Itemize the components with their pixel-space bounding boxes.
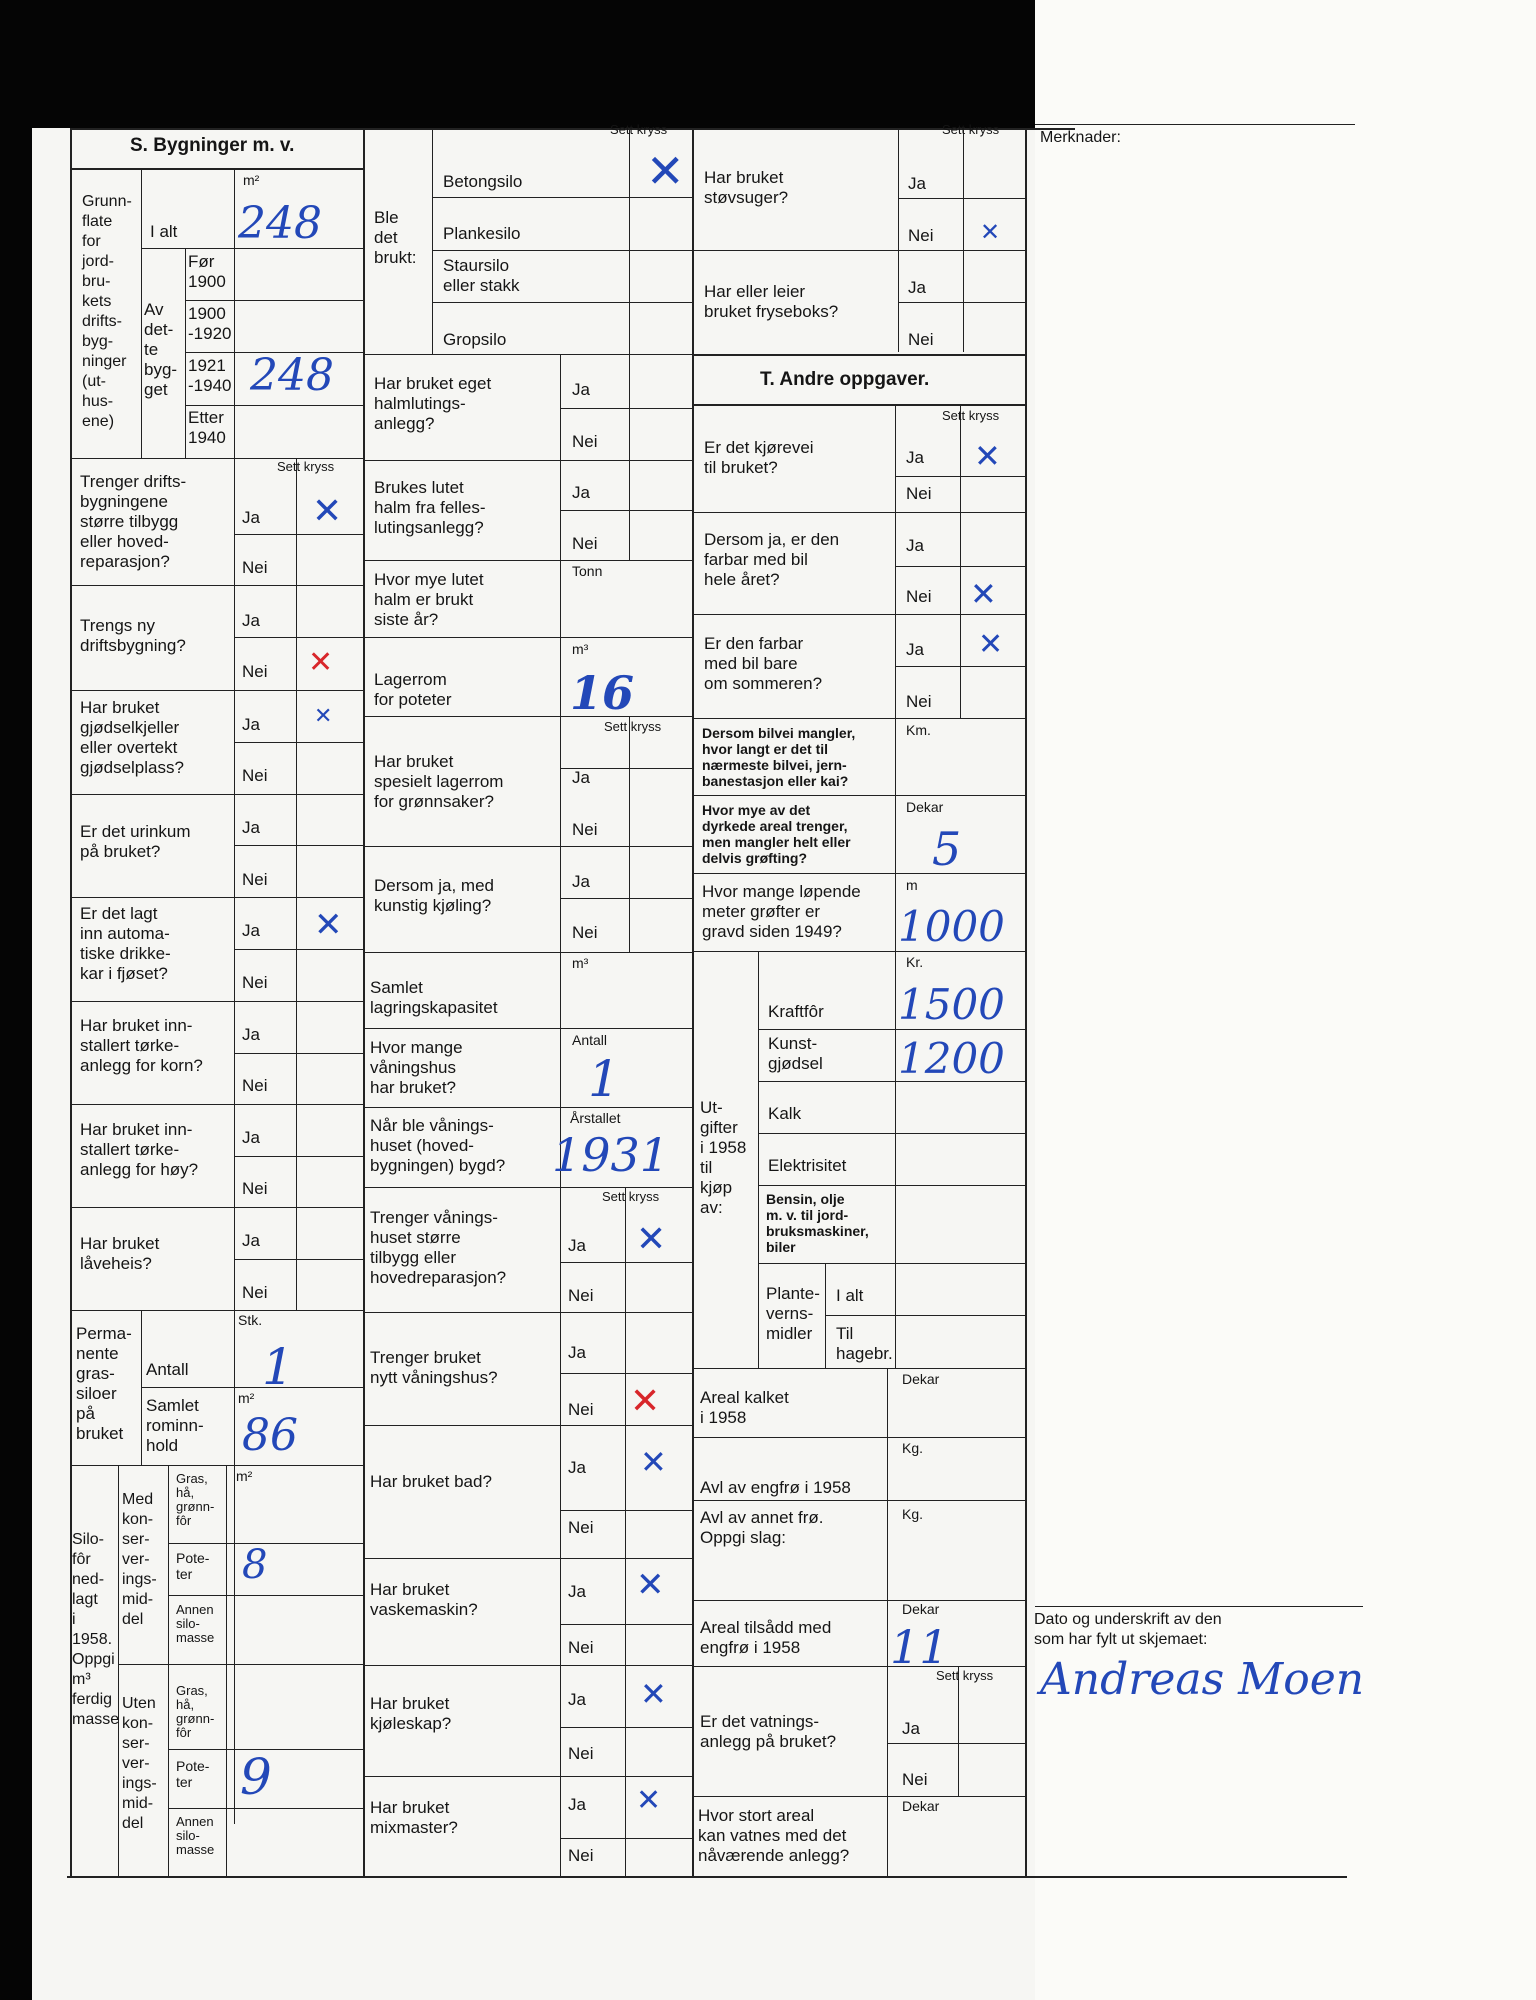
section-t-title: T. Andre oppgaver.: [760, 369, 930, 390]
col1-col2-divider: [363, 128, 365, 1876]
i-alt-value: 248: [238, 198, 322, 249]
ja-label: Ja: [572, 768, 590, 787]
tilsadd-value: 11: [890, 1620, 949, 1674]
check-mark-farbar-sommer-ja: ✕: [978, 627, 1004, 662]
check-mark-mixmaster-ja: ✕: [636, 1783, 662, 1818]
gras-label: Gras, hå, grønn- fôr: [176, 1683, 215, 1740]
nei-label: Nei: [242, 1179, 268, 1198]
ja-label: Ja: [242, 715, 260, 734]
q-bilvei-mangler: Dersom bilvei mangler, hvor langt er det til nærmeste bilvei, jern- banestasjon eller kai?: [702, 725, 856, 789]
q-kjorevei: Er det kjørevei til bruket?: [704, 438, 814, 477]
q-trenger-driftsbygninger: Trenger drifts- bygningene større tilbygg eller hoved- reparasjon?: [80, 472, 187, 571]
dekar-unit: Dekar: [902, 1371, 940, 1387]
col1-rule: [70, 1207, 363, 1208]
col3-rule: [692, 1368, 1025, 1369]
dekar-unit: Dekar: [902, 1798, 940, 1814]
q-avl-engfro: Avl av engfrø i 1958: [700, 1478, 851, 1497]
col2-rule: [432, 302, 692, 303]
samlet-rominnhold-label: Samlet rominn- hold: [146, 1396, 204, 1455]
col1-rule: [168, 1465, 169, 1876]
col1-rule: [234, 637, 363, 638]
section-s-title: S. Bygninger m. v.: [130, 135, 295, 156]
col3-rule: [963, 128, 964, 352]
ja-label: Ja: [906, 536, 924, 555]
poteter-med-value: 8: [242, 1542, 268, 1588]
ja-label: Ja: [568, 1582, 586, 1601]
poteter-uten-value: 9: [240, 1748, 272, 1806]
col3-rule: [895, 666, 1025, 667]
kraftfor-label: Kraftfôr: [768, 1002, 824, 1021]
merknader-rule: [1035, 124, 1355, 125]
q-drikkekar: Er det lagt inn automa- tiske drikke- kar i fjøset?: [80, 904, 171, 983]
unit-m2: m²: [243, 172, 260, 188]
ja-label: Ja: [242, 818, 260, 837]
dato-rule: [1035, 1606, 1363, 1607]
dekar-unit: Dekar: [902, 1601, 940, 1617]
q-mixmaster: Har bruket mixmaster?: [370, 1798, 458, 1837]
q-areal-kalket: Areal kalket i 1958: [700, 1388, 789, 1427]
col2-rule: [560, 1262, 692, 1263]
dekar-unit: Dekar: [906, 799, 944, 815]
q-urinkum: Er det urinkum på bruket?: [80, 822, 191, 861]
grofting-value: 5: [932, 822, 962, 876]
q-bad: Har bruket bad?: [370, 1472, 492, 1491]
check-mark-kjoleskap-ja: ✕: [640, 1675, 667, 1713]
col1-rule: [118, 1664, 363, 1665]
col1-rule: [141, 168, 142, 458]
antall-value: 1: [262, 1338, 294, 1396]
col2-rule: [625, 1187, 626, 1876]
col1-rule: [234, 1156, 363, 1157]
antall-label: Antall: [146, 1360, 189, 1379]
i-alt-label: I alt: [150, 222, 178, 241]
p1921-1940-label: 1921 -1940: [188, 356, 232, 395]
q-trengs-ny: Trengs ny driftsbygning?: [80, 616, 186, 655]
col1-rule: [185, 300, 363, 301]
col1-rule: [185, 405, 363, 406]
nei-label: Nei: [242, 662, 268, 681]
q-nytt-vaaningshus: Trenger bruket nytt våningshus?: [370, 1348, 498, 1387]
ja-label: Ja: [908, 174, 926, 193]
poteter-label: Pote- ter: [176, 1550, 210, 1582]
q-bygd: Når ble vånings- huset (hoved- bygningen) bygd?: [370, 1116, 506, 1175]
col1-rule: [234, 534, 363, 535]
ja-label: Ja: [906, 640, 924, 659]
col1-rule: [70, 1465, 363, 1466]
sett-kryss-label: Sett kryss: [610, 122, 668, 137]
col2-col3-divider: [692, 128, 694, 1876]
nei-label: Nei: [906, 484, 932, 503]
q-samlet-lagring: Samlet lagringskapasitet: [370, 978, 498, 1017]
nei-label: Nei: [242, 558, 268, 577]
elektrisitet-label: Elektrisitet: [768, 1156, 847, 1175]
betongsilo-label: Betongsilo: [443, 172, 523, 191]
m3-unit-silo: m²: [236, 1468, 253, 1484]
col2-rule: [629, 354, 630, 560]
col3-rule: [692, 1600, 1025, 1601]
nei-label: Nei: [572, 432, 598, 451]
col2-rule: [363, 1312, 692, 1313]
check-mark-vaskemaskin-ja: ✕: [636, 1565, 665, 1605]
ja-label: Ja: [572, 483, 590, 502]
q-vatnes: Hvor stort areal kan vatnes med det nåværende anlegg?: [698, 1806, 850, 1865]
nei-label: Nei: [242, 870, 268, 889]
col2-rule: [432, 128, 433, 354]
col1-rule: [70, 1001, 363, 1002]
col2-rule: [363, 846, 692, 847]
sett-kryss-label: Sett kryss: [942, 122, 1000, 137]
col2-rule: [363, 716, 692, 717]
km-unit: Km.: [906, 722, 931, 738]
q-lagerrom-poteter: Lagerrom for poteter: [374, 670, 452, 709]
check-mark-gjodsel-ja: ✕: [314, 704, 333, 729]
nei-label: Nei: [572, 534, 598, 553]
nei-label: Nei: [906, 692, 932, 711]
col1-rule: [70, 1104, 363, 1105]
ja-label: Ja: [568, 1236, 586, 1255]
col1-rule: [70, 897, 363, 898]
col3-rule: [692, 404, 1025, 406]
til-hagebr-label: Til hagebr.: [836, 1324, 893, 1363]
q-grofter: Hvor mange løpende meter grøfter er gravd siden 1949?: [702, 882, 861, 941]
col2-rule: [560, 354, 561, 1876]
col1-rule: [168, 1808, 363, 1809]
nei-label: Nei: [242, 766, 268, 785]
sett-kryss-label: Sett kryss: [604, 719, 662, 734]
nei-label: Nei: [906, 587, 932, 606]
sett-kryss-label: Sett kryss: [936, 1668, 994, 1683]
col3-rule: [758, 1133, 1025, 1134]
m3-unit: m²: [238, 1390, 255, 1406]
col1-rule: [168, 1595, 363, 1596]
q-lutet-halm: Brukes lutet halm fra felles- lutingsanlegg?: [374, 478, 486, 537]
nei-label: Nei: [242, 1283, 268, 1302]
col3-rule: [692, 873, 1025, 874]
check-mark-trengs-ny-nei: ✕: [308, 645, 334, 680]
col3-rule: [692, 718, 1025, 719]
col1-rule: [70, 794, 363, 795]
scan-border-left: [0, 0, 32, 2000]
gras-label: Gras, hå, grønn- fôr: [176, 1471, 215, 1528]
antall-unit: Antall: [572, 1032, 608, 1048]
q-torke-hoy: Har bruket inn- stallert tørke- anlegg for høy?: [80, 1120, 199, 1179]
col3-rule: [758, 951, 759, 1368]
nei-label: Nei: [572, 923, 598, 942]
col3-rule: [825, 1315, 1025, 1316]
col2-rule: [629, 128, 630, 354]
q-farbar-sommer: Er den farbar med bil bare om sommeren?: [704, 634, 823, 693]
col3-rule: [758, 1263, 1025, 1264]
lagerrom-value: 16: [570, 666, 635, 720]
grofter-value: 1000: [898, 902, 1005, 951]
form-top-rule: [70, 128, 1075, 130]
q-areal-tilsadd: Areal tilsådd med engfrø i 1958: [700, 1618, 832, 1657]
ja-label: Ja: [242, 921, 260, 940]
dato-underskrift-label: Dato og underskrift av den som har fylt ut skjemaet:: [1034, 1611, 1222, 1648]
ja-label: Ja: [906, 448, 924, 467]
utgifter-label: Ut- gifter i 1958 til kjøp av:: [700, 1098, 747, 1217]
col2-rule: [363, 1558, 692, 1559]
ja-label: Ja: [572, 380, 590, 399]
kalk-label: Kalk: [768, 1104, 802, 1123]
kg-unit: Kg.: [902, 1440, 924, 1456]
vaaningshus-value: 1: [588, 1050, 620, 1108]
col2-rule: [560, 1838, 692, 1839]
q-trenger-vaaningshus: Trenger vånings- huset større tilbygg eller hovedreparasjon?: [370, 1208, 507, 1287]
ja-label: Ja: [242, 508, 260, 527]
col2-rule: [363, 354, 692, 355]
col3-rule: [895, 476, 1025, 477]
scan-border-top: [0, 0, 1035, 128]
q-halmluting: Har bruket eget halmlutings- anlegg?: [374, 374, 492, 433]
q-vaskemaskin: Har bruket vaskemaskin?: [370, 1580, 478, 1619]
ja-label: Ja: [568, 1690, 586, 1709]
nei-label: Nei: [568, 1518, 594, 1537]
col3-rule: [692, 951, 1025, 952]
q-avl-annet: Avl av annet frø. Oppgi slag:: [700, 1508, 824, 1547]
col3-rule: [895, 404, 896, 718]
col3-rule: [692, 512, 1025, 513]
q-vaaningshus: Hvor mange våningshus har bruket?: [370, 1038, 463, 1097]
form-col3-right-rule: [1025, 128, 1027, 1876]
col1-rule: [185, 248, 186, 458]
col3-rule: [692, 1796, 1025, 1797]
kunstgjodsel-label: Kunst- gjødsel: [768, 1034, 823, 1073]
nei-label: Nei: [242, 973, 268, 992]
col2-rule: [363, 1776, 692, 1777]
ja-label: Ja: [572, 872, 590, 891]
permanente-grassiloer-label: Perma- nente gras- siloer på bruket: [76, 1324, 132, 1443]
stk-unit: Stk.: [238, 1312, 263, 1328]
ja-label: Ja: [902, 1719, 920, 1738]
ja-label: Ja: [242, 1231, 260, 1250]
q-hvor-mye-lutet: Hvor mye lutet halm er brukt siste år?: [374, 570, 484, 629]
ja-label: Ja: [908, 278, 926, 297]
col3-rule: [692, 614, 1025, 615]
nei-label: Nei: [908, 330, 934, 349]
col3-rule: [898, 302, 1025, 303]
rominnhold-value: 86: [242, 1410, 298, 1461]
tonn-unit: Tonn: [572, 563, 603, 579]
col3-rule: [960, 404, 961, 718]
nei-label: Nei: [902, 1770, 928, 1789]
check-mark-kjorevei-ja: ✕: [974, 437, 1001, 475]
sett-kryss-label: Sett kryss: [277, 459, 335, 474]
med-konservering-label: Med kon- ser- ver- ings- mid- del: [122, 1491, 157, 1628]
nei-label: Nei: [572, 820, 598, 839]
m3-unit: m³: [572, 641, 589, 657]
m-unit: m: [906, 877, 918, 893]
col2-rule: [629, 716, 630, 952]
sett-kryss-label: Sett kryss: [602, 1189, 660, 1204]
col1-rule: [234, 1259, 363, 1260]
etter-1940-label: Etter 1940: [188, 408, 226, 447]
plankesilo-label: Plankesilo: [443, 224, 521, 243]
col1-rule: [234, 949, 363, 950]
p1921-1940-value: 248: [250, 350, 334, 401]
q-kjoleskap: Har bruket kjøleskap?: [370, 1694, 452, 1733]
kunstgjodsel-value: 1200: [898, 1034, 1005, 1083]
merknader-label: Merknader:: [1040, 129, 1121, 146]
col1-rule: [70, 1310, 363, 1311]
grunnflate-label: Grunn- flate for jord- bru- kets drifts- byg- ninger (ut- hus- ene): [82, 193, 132, 430]
ja-label: Ja: [242, 1128, 260, 1147]
col1-rule: [70, 690, 363, 691]
check-mark-betongsilo: ✕: [646, 144, 685, 198]
m3-unit: m³: [572, 955, 589, 971]
q-farbar-hele: Dersom ja, er den farbar med bil hele året?: [704, 530, 840, 589]
form-bottom-rule: [67, 1876, 1347, 1878]
nei-label: Nei: [568, 1638, 594, 1657]
check-mark-farbar-hele-nei: ✕: [970, 575, 997, 613]
col1-rule: [226, 1465, 227, 1876]
nei-label: Nei: [568, 1400, 594, 1419]
q-vatningsanlegg: Er det vatnings- anlegg på bruket?: [700, 1712, 837, 1751]
check-mark-nytt-vaaningshus-nei: ✕: [630, 1381, 661, 1422]
col2-rule: [363, 1187, 692, 1188]
av-dette-bygget-label: Av det- te byg- get: [144, 300, 178, 399]
col3-rule: [692, 1437, 1025, 1438]
q-laveheis: Har bruket låveheis?: [80, 1234, 160, 1273]
col1-rule: [234, 845, 363, 846]
col2-rule: [432, 250, 692, 251]
q-torke-korn: Har bruket inn- stallert tørke- anlegg for korn?: [80, 1016, 203, 1075]
gropsilo-label: Gropsilo: [443, 330, 507, 349]
nei-label: Nei: [568, 1846, 594, 1865]
p1900-1920-label: 1900 -1920: [188, 304, 232, 343]
ja-label: Ja: [242, 1025, 260, 1044]
annen-label: Annen silo- masse: [176, 1814, 215, 1857]
plantevern-label: Plante- verns- midler: [766, 1284, 820, 1343]
nei-label: Nei: [568, 1744, 594, 1763]
col1-rule: [141, 1387, 363, 1388]
q-gjodselkjeller: Har bruket gjødselkjeller eller overtekt gjødselplass?: [80, 698, 184, 777]
bygd-value: 1931: [552, 1128, 670, 1182]
col3-rule: [692, 1666, 1025, 1667]
col2-rule: [560, 898, 692, 899]
q-kunstig-kjoling: Dersom ja, med kunstig kjøling?: [374, 876, 494, 915]
check-mark-trenger-vaaningshus-ja: ✕: [636, 1219, 667, 1260]
q-lagerrom-gronnsaker: Har bruket spesielt lagerrom for grønnsaker?: [374, 752, 504, 811]
col2-rule: [363, 1107, 692, 1108]
silofor-label: Silo- fôr ned- lagt i 1958. Oppgi m³ ferdig masse: [72, 1531, 120, 1728]
col1-rule: [70, 585, 363, 586]
aarstallet-unit: Årstallet: [570, 1110, 621, 1126]
col1-title-rule: [70, 168, 363, 170]
col2-rule: [560, 510, 692, 511]
col3-rule: [958, 1666, 959, 1796]
col2-rule: [560, 1624, 692, 1625]
col2-rule: [560, 1727, 692, 1728]
kraftfor-value: 1500: [898, 980, 1005, 1029]
check-mark-bad-ja: ✕: [640, 1443, 667, 1481]
col1-rule: [234, 168, 235, 1824]
col2-rule: [560, 1510, 692, 1511]
col3-rule: [692, 795, 1025, 796]
poteter-label: Pote- ter: [176, 1758, 210, 1790]
foer-1900-label: Før 1900: [188, 252, 226, 291]
sett-kryss-label: Sett kryss: [942, 408, 1000, 423]
nei-label: Nei: [908, 226, 934, 245]
ja-label: Ja: [568, 1795, 586, 1814]
col2-rule: [363, 460, 692, 461]
col3-rule: [895, 718, 896, 1368]
ble-det-brukt-label: Ble det brukt:: [374, 208, 417, 267]
kr-unit: Kr.: [906, 954, 924, 970]
col3-rule: [692, 1500, 1025, 1501]
col3-rule: [887, 1743, 1025, 1744]
col3-rule: [758, 1185, 1025, 1186]
q-grofting: Hvor mye av det dyrkede areal trenger, men mangler helt eller delvis grøfting?: [702, 802, 851, 866]
col1-rule: [234, 1053, 363, 1054]
col2-rule: [363, 1425, 692, 1426]
i-alt-label: I alt: [836, 1286, 864, 1305]
col2-rule: [363, 952, 692, 953]
col3-rule: [887, 1368, 888, 1876]
col3-rule: [895, 566, 1025, 567]
staursilo-label: Staursilo eller stakk: [443, 256, 520, 295]
nei-label: Nei: [242, 1076, 268, 1095]
uten-konservering-label: Uten kon- ser- ver- ings- mid- del: [122, 1695, 157, 1832]
col2-rule: [363, 1028, 692, 1029]
ja-label: Ja: [242, 611, 260, 630]
col3-rule: [758, 1029, 1025, 1030]
col3-rule: [898, 198, 1025, 199]
q-stovsuger: Har bruket støvsuger?: [704, 168, 789, 207]
col1-rule: [234, 742, 363, 743]
ja-label: Ja: [568, 1458, 586, 1477]
nei-label: Nei: [568, 1286, 594, 1305]
signature: Andreas Moen: [1040, 1654, 1365, 1705]
ja-label: Ja: [568, 1343, 586, 1362]
annen-label: Annen silo- masse: [176, 1602, 215, 1645]
bensin-label: Bensin, olje m. v. til jord- bruksmaskiner, biler: [766, 1191, 869, 1255]
col2-rule: [363, 560, 692, 561]
check-mark-trenger-drift-ja: ✕: [312, 491, 343, 532]
col2-rule: [363, 1665, 692, 1666]
col3-rule: [898, 128, 899, 352]
col3-rule: [692, 354, 1025, 356]
q-frysboks: Har eller leier bruket fryseboks?: [704, 282, 839, 321]
col2-rule: [363, 637, 692, 638]
check-mark-stovsuger-nei: ✕: [980, 218, 1001, 246]
col2-rule: [560, 1373, 692, 1374]
col3-rule: [692, 250, 1025, 251]
kg-unit: Kg.: [902, 1506, 924, 1522]
check-mark-drikkekar-ja: ✕: [314, 905, 343, 945]
col2-rule: [560, 408, 692, 409]
